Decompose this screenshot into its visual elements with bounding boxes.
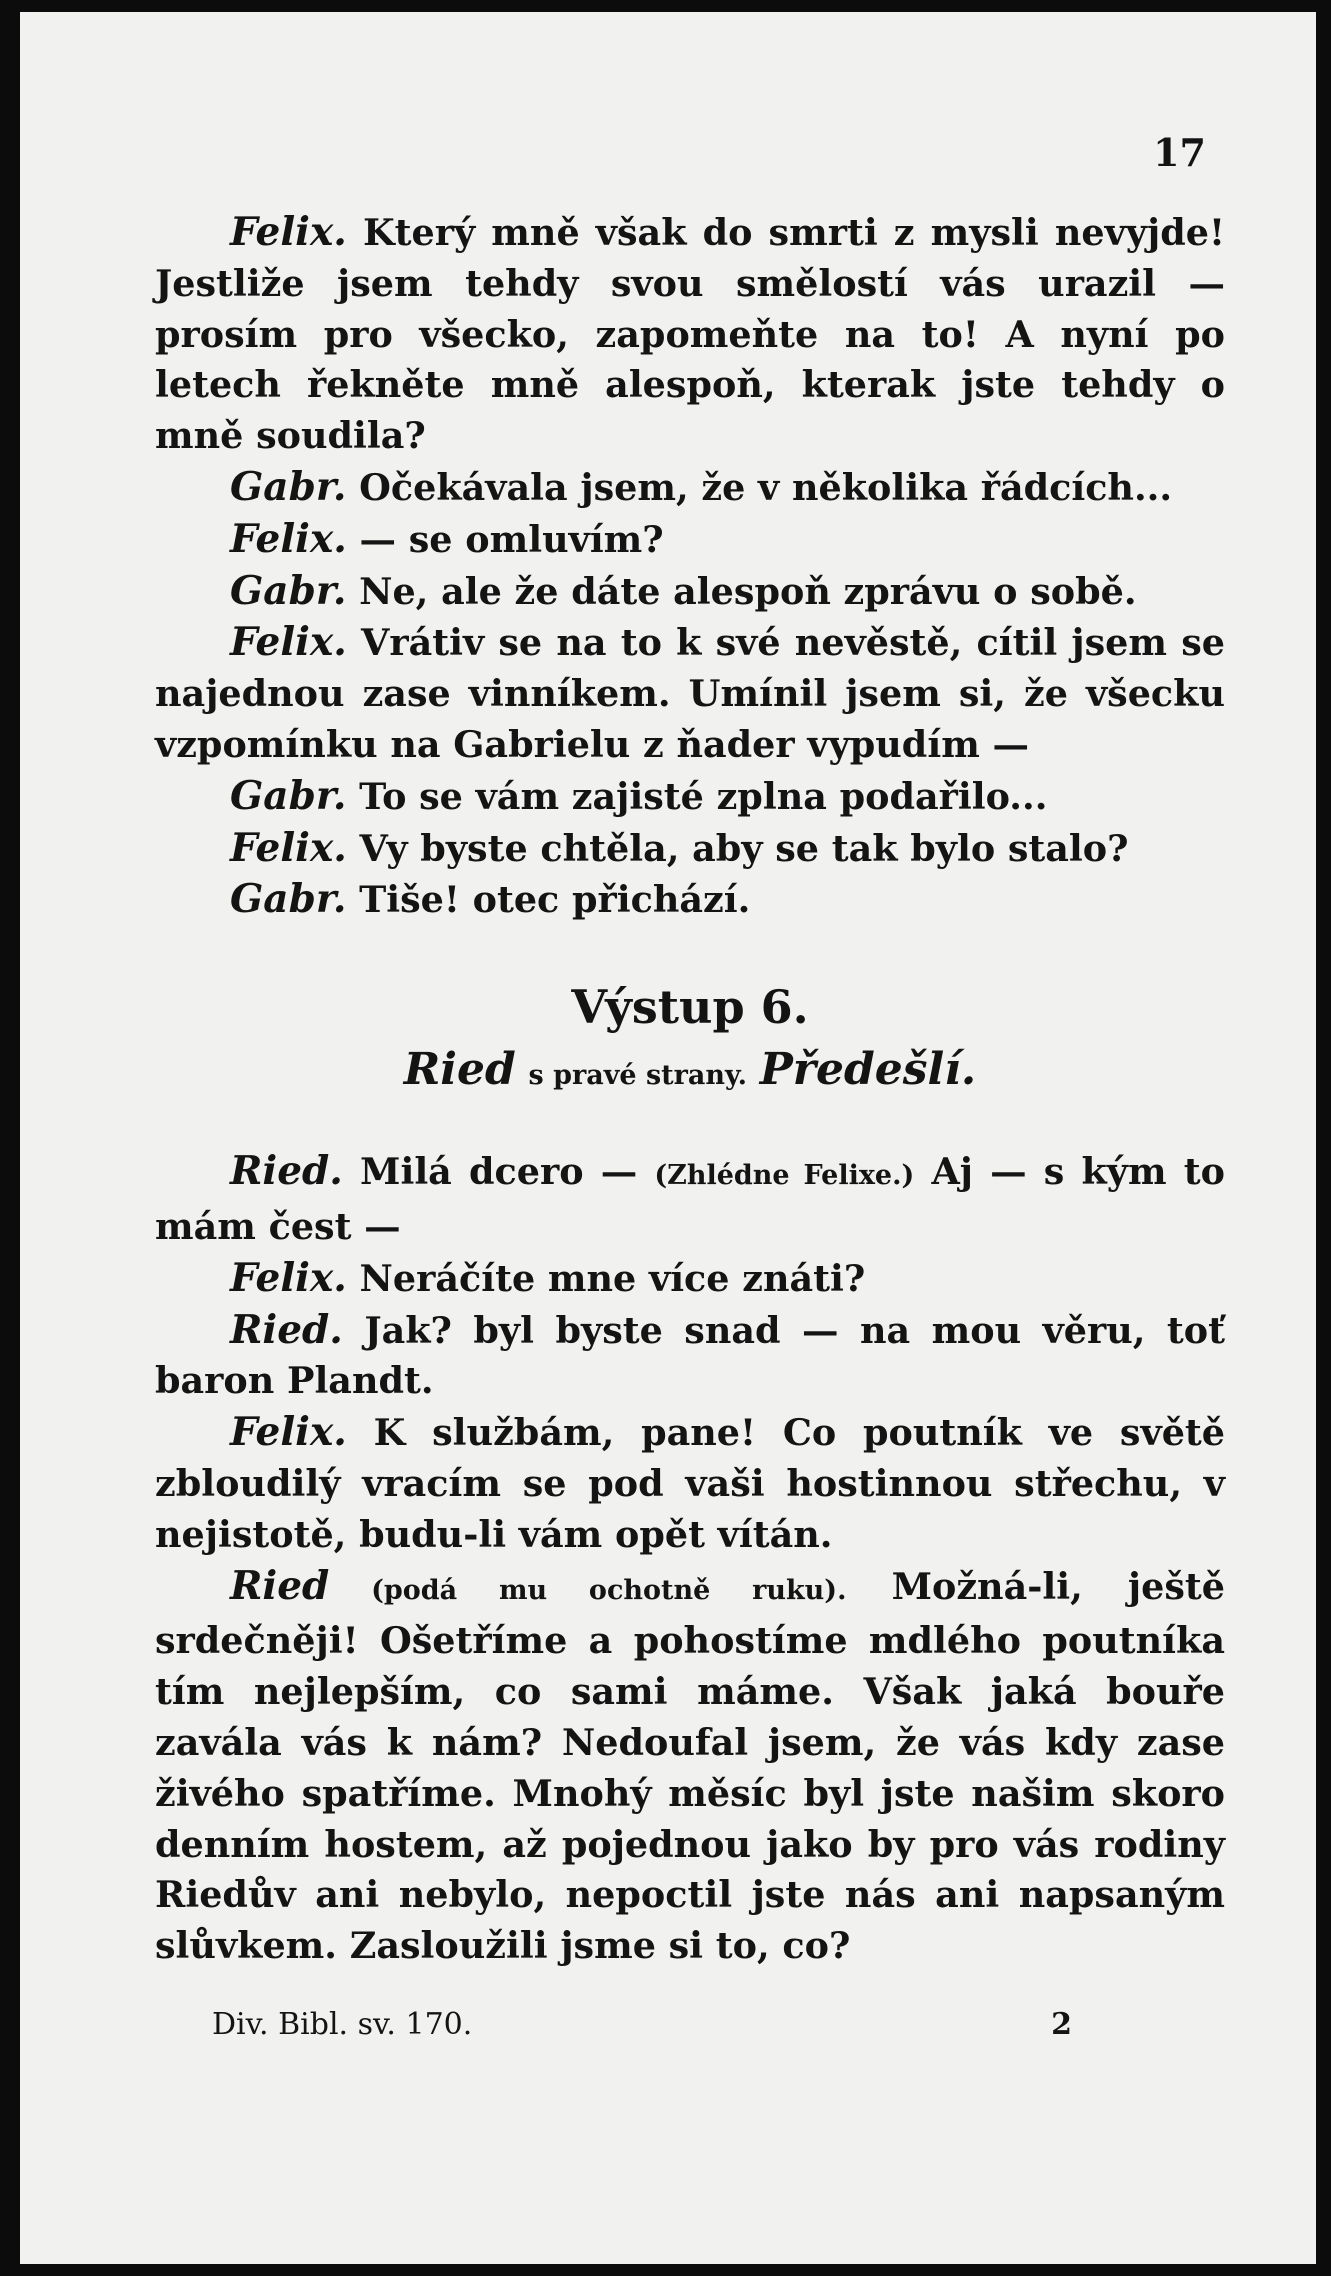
dialogue-line [155, 514, 1225, 566]
dialogue-text: K službám, pane! Co poutník ve světě zbloudilý vracím se pod vaši hostinnou střechu, v nejistotě, budu-li vám opět vítán. [155, 1411, 1225, 1556]
dialogue-line [155, 823, 1225, 875]
signature-mark: 2 [1051, 2007, 1072, 2042]
cast-line [155, 1040, 1225, 1106]
speaker-name: Felix. [230, 209, 347, 255]
dialogue-line [155, 874, 1225, 926]
dialogue-text: Aj — s kým to mám čest — [155, 1150, 1225, 1248]
series-note: Div. Bibl. sv. 170. [212, 2007, 473, 2042]
dialogue-line [155, 1407, 1225, 1560]
speaker-name: Ried [230, 1562, 330, 1609]
speaker-name: Felix. [230, 1409, 347, 1456]
dialogue-line [155, 1253, 1225, 1305]
speaker-name: Felix. [230, 824, 347, 871]
speaker-name: Ried. [230, 1148, 343, 1195]
scene-heading: Výstup 6. [571, 980, 809, 1035]
stage-direction: (Zhlédne Felixe.) [654, 1160, 915, 1192]
dialogue-text: Tiše! otec přichází. [346, 878, 751, 922]
speaker-name: Gabr. [230, 463, 347, 510]
dialogue-line [155, 617, 1225, 770]
speaker-name: Gabr. [230, 567, 347, 614]
dialogue-text: Milá dcero — [342, 1150, 655, 1194]
dialogue-text: Který mně však do smrti z mysli nevyjde! Jestliže jsem tehdy svou smělostí vás urazil — prosím pro všecko, zapomeňte na to! A nyní po letech řekněte mně alespoň, kterak jste tehdy o mně soudila? [155, 211, 1225, 458]
dialogue-text: To se vám zajisté zplna podařilo... [346, 774, 1048, 818]
book-page [20, 12, 1316, 2264]
dialogue-line [155, 462, 1225, 514]
speaker-name: Felix. [230, 619, 347, 666]
speaker-name: Felix. [230, 1254, 347, 1301]
dialogue-line [155, 1561, 1225, 1972]
dialogue-text: Vy byste chtěla, aby se tak bylo stalo? [346, 826, 1129, 870]
dialogue-line [155, 566, 1225, 618]
dialogue-text: Jak? byl byste snad — na mou věru, toť baron Plandt. [155, 1308, 1225, 1403]
cast-name: Ried [403, 1044, 516, 1096]
dialogue-text: Ne, ale že dáte alespoň zprávu o sobě. [346, 569, 1137, 613]
speaker-name: Ried. [230, 1306, 343, 1353]
cast-direction: s pravé strany. [528, 1060, 747, 1092]
page-number: 17 [1153, 130, 1206, 175]
stage-direction: (podá mu ochotně ruku). [329, 1574, 847, 1606]
speaker-name: Gabr. [230, 876, 347, 923]
dialogue-line [155, 771, 1225, 823]
dialogue-text: Vrátiv se na to k své nevěstě, cítil jsem se najednou zase vinníkem. Umínil jsem si, že všecku vzpomínku na Gabrielu z ňader vypudím — [155, 621, 1225, 766]
dialogue-text: Možná-li, ještě srdečněji! Ošetříme a pohostíme mdlého poutníka tím nejlepším, co sami máme. Však jaká bouře zavála vás k nám? Nedoufal jsem, že vás kdy zase živého spatříme. Mnohý měsíc byl jste našim skoro denním hostem, až pojednou jako by pro vás rodiny Riedův ani nebylo, nepoctil jste nás ani napsaným slůvkem. Zasloužili jsme si to, co? [155, 1564, 1225, 1968]
speaker-name: Felix. [230, 515, 347, 562]
dialogue-line [155, 1146, 1225, 1253]
dialogue-text: — se omluvím? [346, 517, 664, 561]
dialogue-text: Očekávala jsem, že v několika řádcích... [346, 465, 1173, 509]
dialogue-line [155, 207, 1225, 462]
dialogue-text: Neráčíte mne více znáti? [346, 1256, 866, 1300]
page-text [155, 207, 1225, 1972]
cast-others: Předešlí. [759, 1044, 977, 1096]
page-footer [212, 2007, 1072, 2042]
dialogue-line [155, 1305, 1225, 1408]
speaker-name: Gabr. [230, 772, 347, 819]
